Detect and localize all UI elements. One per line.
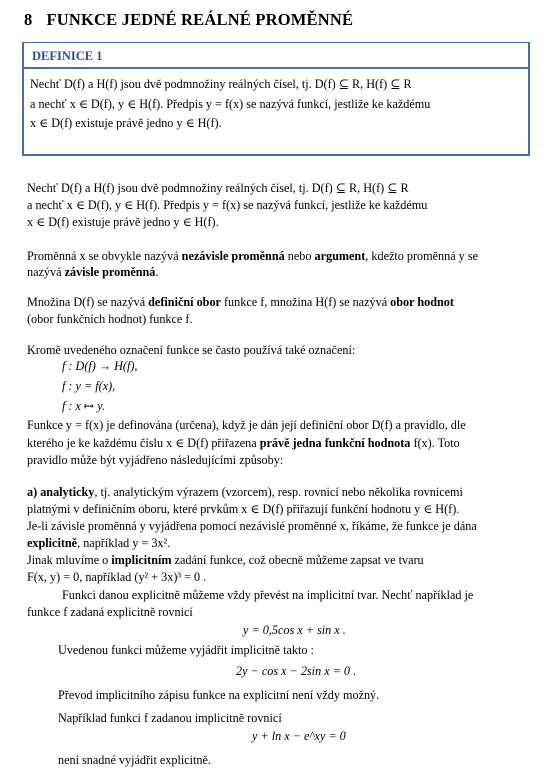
p11-line-1: není snadné vyjádřit explicitně.: [58, 753, 211, 767]
chapter-title: FUNKCE JEDNÉ REÁLNÉ PROMĚNNÉ: [46, 10, 354, 29]
p6-term-analytically: a) analyticky: [27, 485, 95, 499]
p10-equation: y + ln x − e^xy = 0: [252, 729, 346, 743]
p1-line-3: x ∈ D(f) existuje právě jedno y ∈ H(f).: [27, 215, 219, 229]
p6-text: , tj. analytickým výrazem (vzorcem), resp. rovnicí nebo několika rovnicemi: [94, 485, 463, 499]
p7-line-1: Funkci danou explicitně můžeme vždy převést na implicitní tvar. Nechť například je: [62, 588, 474, 602]
p2-term-dependent: závisle proměnná: [64, 265, 156, 279]
p6-text: Jinak mluvíme o: [27, 553, 112, 567]
p5-text: f(x). Toto: [410, 436, 460, 450]
p2-line-2: [27, 264, 158, 280]
p6-text: zadání funkce, což obecně můžeme zapsat ve tvaru: [171, 553, 424, 567]
p6-text: , například y = 3x².: [77, 536, 171, 550]
p6-line-2: platnými v definičním oboru, které prvkům x ∈ D(f) přiřazují funkční hodnotu y ∈ H(f).: [27, 502, 460, 516]
chapter-number: 8: [24, 10, 33, 29]
definition-line-1: Nechť D(f) a H(f) jsou dvě podmnožiny reálných čísel, tj. D(f) ⊆ R, H(f) ⊆ R: [30, 77, 412, 91]
p3-term-domain: definiční obor: [148, 295, 221, 309]
p8-line-1: Uvedenou funkci můžeme vyjádřit implicitně takto :: [58, 643, 314, 657]
p4-equation-2: f : y = f(x),: [62, 379, 116, 393]
p2-text: nebo: [284, 249, 315, 263]
p2-line-1: [27, 248, 478, 264]
p6-line-1: [27, 484, 463, 500]
p6-term-implicit: implicitním: [111, 553, 172, 567]
p4-equation-3: f : x ↦ y.: [62, 399, 106, 413]
p5-term: právě jedna funkční hodnota: [259, 436, 411, 450]
p2-text: Proměnná x se obvykle nazývá: [27, 249, 182, 263]
p1-line-1: Nechť D(f) a H(f) jsou dvě podmnožiny reálných čísel, tj. D(f) ⊆ R, H(f) ⊆ R: [27, 181, 409, 195]
p5-text: kterého je ke každému číslu x ∈ D(f) přiřazena: [27, 436, 260, 450]
p3-text: funkce f, množina H(f) se nazývá: [220, 295, 391, 309]
p1-line-2: a nechť x ∈ D(f), y ∈ H(f). Předpis y = f(x) se nazývá funkcí, jestliže ke každému: [27, 198, 428, 212]
p9-line-1: Převod implicitního zápisu funkce na explicitní není vždy možný.: [58, 688, 380, 702]
p6-line-6: F(x, y) = 0, například (y² + 3x)³ = 0 .: [27, 570, 207, 584]
p5-line-2: [27, 435, 460, 451]
definition-header: [24, 43, 528, 69]
p4-equation-1: f : D(f) → H(f),: [62, 359, 138, 373]
p3-text: Množina D(f) se nazývá: [27, 295, 149, 309]
p3-line-1: [27, 294, 454, 310]
p3-term-range: obor hodnot: [390, 295, 454, 309]
p10-line-1: Například funkci f zadanou implicitně rovnicí: [58, 711, 282, 725]
p2-term-independent: nezávisle proměnná: [181, 249, 285, 263]
p8-equation: 2y − cos x − 2sin x = 0 .: [236, 664, 357, 678]
definition-label: DEFINICE 1: [32, 49, 103, 63]
p4-line-1: Kromě uvedeného označení funkce se často používá také označení:: [27, 343, 356, 357]
p7-equation: y = 0,5cos x + sin x .: [243, 623, 346, 637]
p6-term-explicit: explicitně: [27, 536, 78, 550]
chapter-heading: [24, 12, 353, 28]
definition-line-2: a nechť x ∈ D(f), y ∈ H(f). Předpis y = f(x) se nazývá funkcí, jestliže ke každému: [30, 97, 431, 111]
p2-text: .: [155, 265, 159, 279]
p7-line-2: funkce f zadaná explicitně rovnicí: [27, 605, 193, 619]
p6-line-4: [27, 535, 170, 551]
p5-line-1: Funkce y = f(x) je definována (určena), když je dán její definiční obor D(f) a pravidlo, dle: [27, 418, 466, 432]
p2-text: nazývá: [27, 265, 65, 279]
p3-line-2: (obor funkčních hodnot) funkce f.: [27, 312, 193, 326]
p2-term-argument: argument: [314, 249, 366, 263]
p6-line-5: [27, 552, 424, 568]
p2-text: , kdežto proměnná y se: [365, 249, 478, 263]
definition-line-3: x ∈ D(f) existuje právě jedno y ∈ H(f).: [30, 116, 222, 130]
p6-line-3: Je-li závisle proměnná y vyjádřena pomocí nezávislé proměnné x, říkáme, že funkce je dána: [27, 519, 477, 533]
p5-line-3: pravidlo může být vyjádřeno následujícími způsoby:: [27, 453, 284, 467]
